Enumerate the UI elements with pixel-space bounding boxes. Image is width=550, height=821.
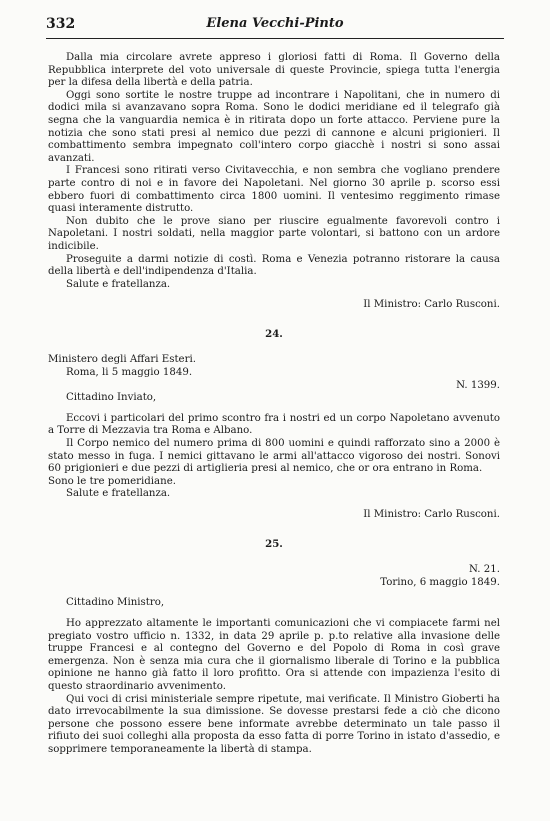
document-number: 24. <box>265 327 283 340</box>
document-number: 25. <box>265 537 283 550</box>
paragraph: Eccovi i particolari del primo scontro fra i nostri ed un corpo Napoletano avvenuto a Torre di Mezzavia tra Roma e Albano. <box>48 412 500 437</box>
office-line: Ministero degli Affari Esteri. <box>48 354 196 366</box>
letter-previous <box>48 52 500 312</box>
running-title: Elena Vecchi-Pinto <box>206 16 344 31</box>
page-number: 332 <box>46 16 76 32</box>
page-body <box>48 52 500 757</box>
closing: Salute e fratellanza. <box>66 488 171 500</box>
spacer <box>48 405 500 413</box>
page-header <box>46 16 504 38</box>
place-date: Torino, 6 maggio 1849. <box>380 576 500 588</box>
paragraph: Oggi sono sortite le nostre truppe ad incontrare i Napolitani, che in numero di dodici mila si avanzavano sopra Roma. Sono le dodici meridiane ed il telegrafo già segna che la vanguardia nemica è in ritirata dopo un forte attacco. Perviene pure la notizia che sono stati presi al nemico due pezzi di cannone e alcuni prigionieri. Il combattimento sembra impegnato coll'intero corpo giacchè i nostri si sono assai avanzati. <box>48 89 500 164</box>
letter-24 <box>48 328 500 522</box>
signature: Il Ministro: Carlo Rusconi. <box>363 509 500 520</box>
protocol-number: N. 1399. <box>456 379 500 391</box>
letter-25 <box>48 538 500 757</box>
spacer <box>48 589 500 597</box>
salutation: Cittadino Inviato, <box>66 392 157 404</box>
paragraph: Sono le tre pomeridiane. <box>48 475 176 487</box>
place-date: Roma, li 5 maggio 1849. <box>66 367 193 379</box>
signature: Il Ministro: Carlo Rusconi. <box>363 299 500 311</box>
salutation: Cittadino Ministro, <box>66 597 165 609</box>
paragraph: Qui voci di crisi ministeriale sempre ripetute, mai verificate. Il Ministro Gioberti ha dato irrevocabilmente la sua dimissione. Se dovesse prestarsi fede a ciò che dicono persone che possono essere bene informate avrebbe determinato un tale passo il rifiuto dei suoi colleghi alla proposta da esso fatta di porre Torino in istato d'assedio, e sopprimere temporaneamente la libertà di stampa. <box>48 693 500 755</box>
paragraph: Proseguite a darmi notizie di costì. Roma e Venezia potranno ristorare la causa della libertà e dell'indipendenza d'Italia. <box>48 253 500 278</box>
protocol-number: N. 21. <box>469 564 500 576</box>
paragraph: Non dubito che le prove siano per riuscire egualmente favorevoli contro i Napoletani. I nostri soldati, nella maggior parte volontari, si battono con un ardore indicibile. <box>48 215 500 252</box>
paragraph: Ho apprezzato altamente le importanti comunicazioni che vi compiacete farmi nel pregiato vostro ufficio n. 1332, in data 29 aprile p. p.to relative alla invasione delle truppe Francesi e al contegno del Governo e del Popolo di Roma in così grave emergenza. Non è senza mia cura che il giornalismo liberale di Torino e la pubblica opinione ne hanno già fatto il loro profitto. Ora si attende con impazienza l'esito di questo straordinario avvenimento. <box>48 617 500 692</box>
paragraph: Il Corpo nemico del numero prima di 800 uomini e quindi rafforzato sino a 2000 è stato messo in fuga. I nemici gittavano le armi all'attacco vigoroso dei nostri. Sonovi 60 prigionieri e due pezzi di artiglieria presi al nemico, che or ora entrano in Roma. <box>48 438 500 475</box>
header-rule <box>46 38 504 39</box>
paragraph: Dalla mia circolare avrete appreso i gloriosi fatti di Roma. Il Governo della Repubblica interprete del voto universale di queste Provincie, spiega tutta l'energia per la difesa della libertà e della patria. <box>48 52 500 89</box>
paragraph: I Francesi sono ritirati verso Civitavecchia, e non sembra che vogliano prendere parte contro di noi e in favore dei Napoletani. Nel giorno 30 aprile p. scorso essi ebbero fuori di combattimento circa 1800 uomini. Il ventesimo reggimento rimase quasi interamente distrutto. <box>48 165 500 215</box>
closing: Salute e fratellanza. <box>66 278 171 290</box>
spacer <box>48 610 500 618</box>
